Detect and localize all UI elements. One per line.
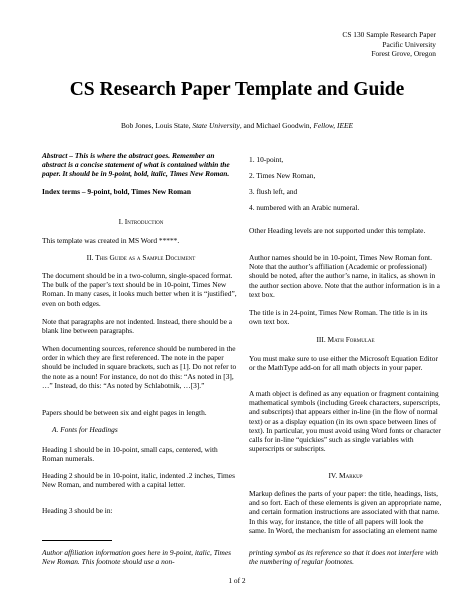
- index-terms: Index terms – 9-point, bold, Times New Roman: [42, 187, 191, 196]
- list-item: 3. flush left, and: [249, 187, 298, 196]
- running-header: [342, 30, 436, 59]
- section-heading-math: III. Math Formulae: [316, 335, 375, 344]
- author-affiliation-1: State University: [192, 121, 240, 130]
- paragraph: Heading 2 should be in 10-point, italic, indented .2 inches, Times New Roman, and numbered with a capital letter.: [42, 471, 235, 490]
- paragraph: Note that paragraphs are not indented. Instead, there should be a blank line between paragraphs.: [42, 317, 233, 336]
- author-names-2: , and Michael Goodwin,: [239, 121, 314, 130]
- header-location: Forest Grove, Oregon: [371, 49, 436, 59]
- paragraph: You must make sure to use either the Microsoft Equation Editor or the MathType add-on for all math objects in your paper.: [249, 354, 438, 373]
- paragraph: Other Heading levels are not supported under this template.: [249, 226, 426, 235]
- author-line: [0, 121, 474, 131]
- footnote-divider: [42, 540, 112, 541]
- paragraph: When documenting sources, reference should be numbered in the order in which they are first referenced. The note in the paper should be included in square brackets, such as [1]. Do not refer to the note as a noun! For instance, do not do this: “As noted in [3], …” Instead, do this: “As noted by Schlabotnik, …[3].”: [42, 344, 237, 390]
- footnote-left: Author affiliation information goes here in 9-point, italic, Times New Roman. This footnote should use a non-: [42, 548, 232, 567]
- page-number: 1 of 2: [228, 576, 246, 585]
- paragraph: Papers should be between six and eight pages in length.: [42, 408, 207, 417]
- section-heading-guide: II. This Guide as a Sample Document: [86, 253, 196, 262]
- list-item: 4. numbered with an Arabic numeral.: [249, 203, 360, 212]
- paragraph: A math object is defined as any equation or fragment containing mathematical symbols (including Greek characters, superscripts, and subscripts) that appears either in-line (in the flow of normal text) or as a display equation (in its own space between lines of text). In particular, you must avoid using Word fonts or character calls for in-line “quickies” such as single variables with superscripts or subscripts.: [249, 389, 441, 454]
- paragraph: Heading 1 should be in 10-point, small caps, centered, with Roman numerals.: [42, 445, 218, 464]
- paper-title: CS Research Paper Template and Guide: [69, 79, 405, 100]
- paragraph: This template was created in MS Word *****.: [42, 236, 180, 245]
- author-affiliation-2: Fellow, IEEE: [313, 121, 354, 130]
- abstract: Abstract – This is where the abstract goes. Remember an abstract is a concise statement of what is contained within the paper. It should be in 9-point, bold, italic, Times New Roman.: [42, 151, 230, 179]
- header-university: Pacific University: [382, 39, 436, 49]
- paragraph: Author names should be in 10-point, Times New Roman font. Note that the author’s affiliation (Academic or professional) should be noted, after the author’s name, in italics, as shown in the author section above. Note that the author information is in a text box.: [249, 253, 440, 299]
- author-names: Bob Jones, Louis State,: [120, 121, 193, 130]
- footnote-right: printing symbol as its reference so that it does not interfere with the numbering of regular footnotes.: [249, 548, 439, 567]
- header-course: CS 130 Sample Research Paper: [342, 30, 436, 39]
- section-heading-markup: IV. Markup: [328, 471, 363, 480]
- subsection-heading-fonts: A. Fonts for Headings: [52, 425, 118, 434]
- paragraph: Heading 3 should be in:: [42, 506, 113, 515]
- paragraph: The title is in 24-point, Times New Roman. The title is in its own text box.: [249, 308, 428, 327]
- paragraph: Markup defines the parts of your paper: the title, headings, lists, and so fort. Each of these elements is given an appropriate name, and certain formation instructions are associated with that name. In this way, for instance, the title of all papers will look the same. In Word, the mechanism for associating an element name: [249, 489, 442, 535]
- paragraph: The document should be in a two-column, single-spaced format. The bulk of the paper’s text should be in 10-point, Times New Roman. In many cases, it looks much better when it is “justified”, even on both edges.: [42, 271, 237, 308]
- list-item: 1. 10-point,: [249, 155, 284, 164]
- section-heading-introduction: I. Introduction: [118, 217, 164, 226]
- list-item: 2. Times New Roman,: [249, 171, 316, 180]
